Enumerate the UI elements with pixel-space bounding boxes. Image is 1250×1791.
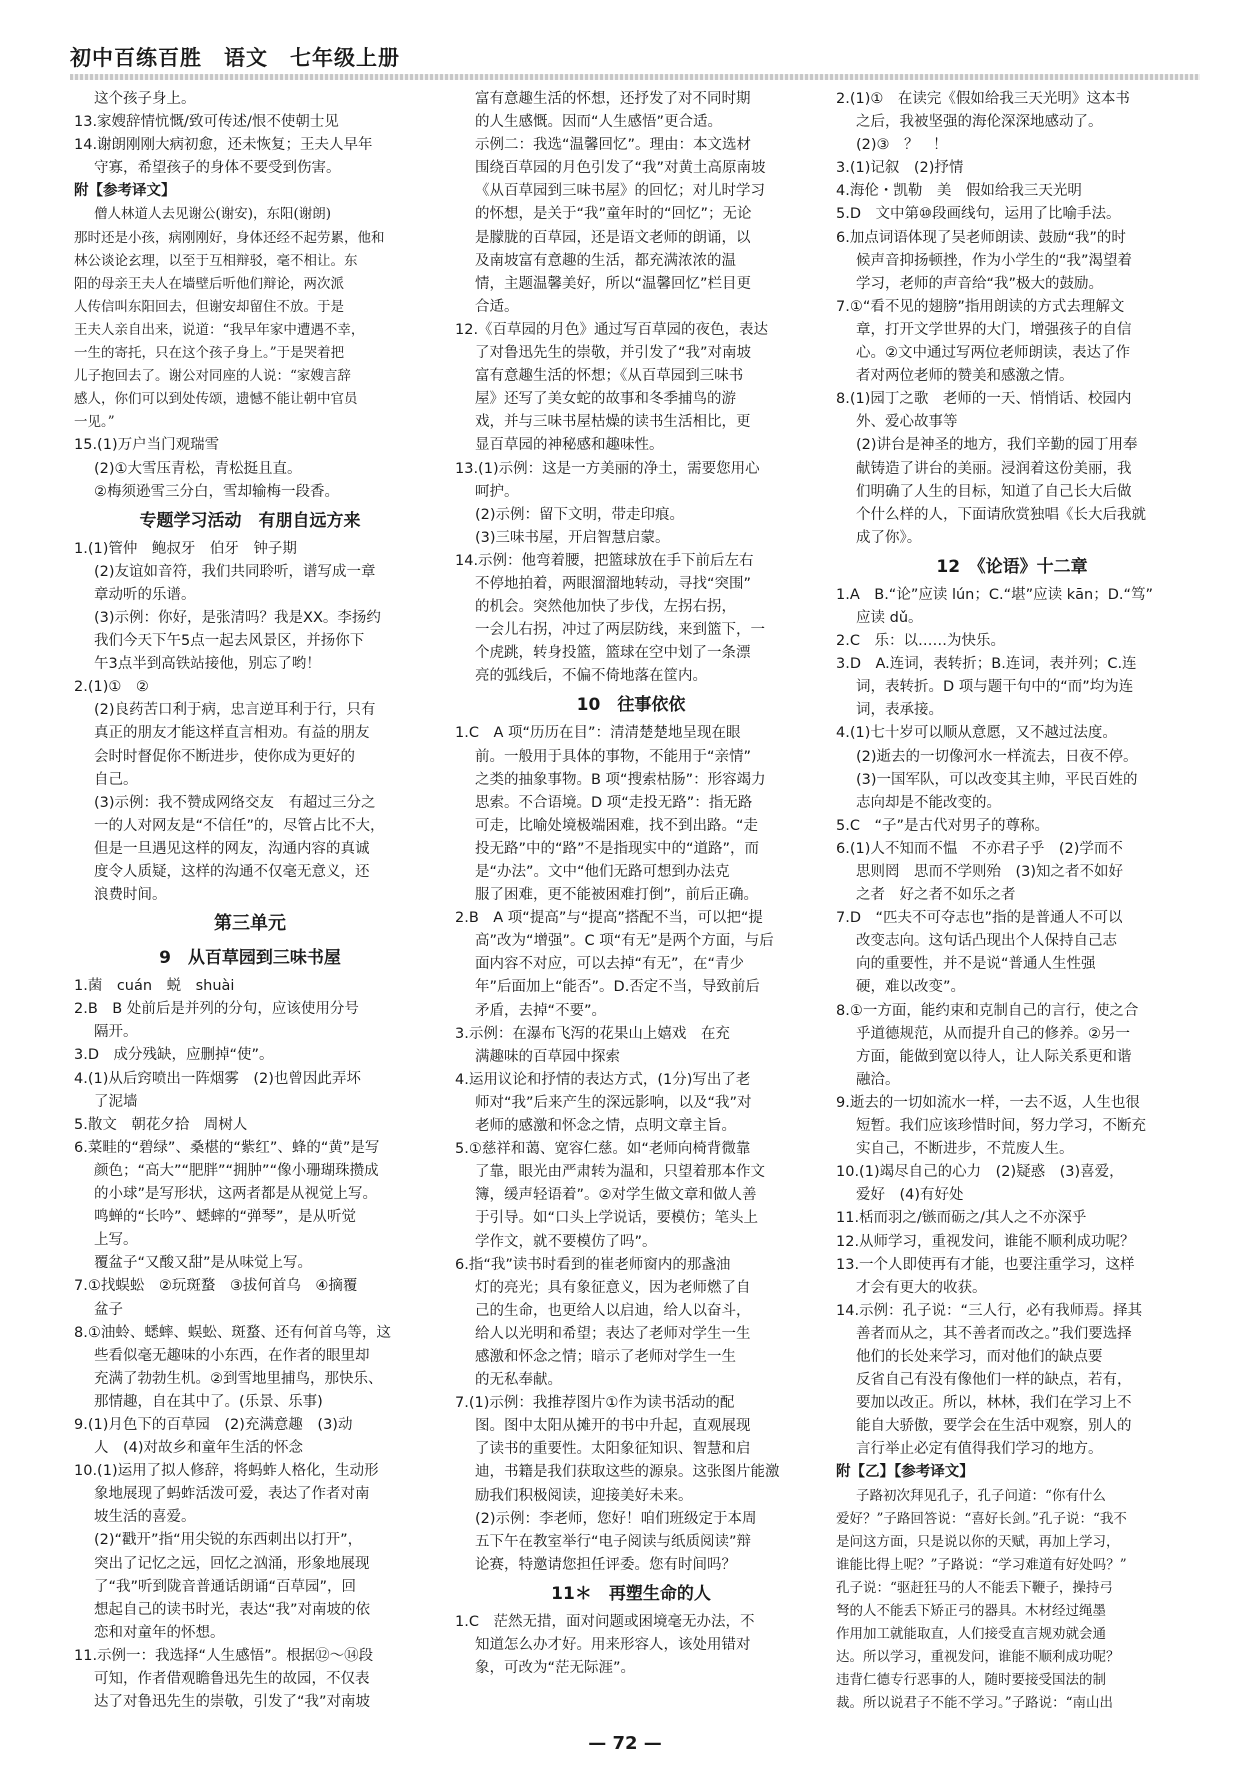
text-line: 6.菜畦的“碧绿”、桑椹的“紫红”、蜂的“黄”是写	[74, 1139, 380, 1156]
book-title: 初中百练百胜 语文 七年级上册	[70, 46, 400, 70]
text-line: 颜色；“高大”“肥胖”“拥肿”“像小珊瑚珠攒成	[94, 1162, 379, 1179]
text-line: 6.加点词语体现了吴老师朗读、鼓励“我”的时	[836, 229, 1126, 246]
text-line: 戏，并与三味书屋枯燥的读书生活相比，更	[475, 414, 751, 431]
text-line: 12.《百草园的月色》通过写百草园的夜色，表达	[455, 321, 769, 338]
text-line: (2)①大雪压青松，青松挺且直。	[94, 460, 302, 477]
text-line: 11.栝而羽之/镞而砺之/其人之不亦深乎	[836, 1210, 1087, 1227]
text-line: 5.D 文中第⑩段画线句，运用了比喻手法。	[836, 206, 1121, 223]
text-line: 守寡，希望孩子的身体不要受到伤害。	[94, 160, 341, 177]
text-line: 一生的寄托，只在这个孩子身上。”于是哭着把	[74, 345, 345, 362]
text-line: 思索。不合语境。D 项“走投无路”：指无路	[475, 794, 753, 811]
text-line: 8.(1)园丁之歌 老师的一天、悄悄话、校园内	[836, 391, 1132, 408]
text-line: 富有意趣生活的怀想，还抒发了对不同时期	[475, 91, 751, 107]
text-line: 3.D A.连词，表转折；B.连词，表并列；C.连	[836, 656, 1137, 673]
text-line: 可知，作者借观瞻鲁迅先生的故园，不仅表	[94, 1671, 370, 1687]
text-line: 师对“我”后来产生的深远影响，以及“我”对	[475, 1094, 752, 1111]
text-line: 想起自己的读书时光，表达“我”对南坡的依	[94, 1601, 371, 1618]
text-line: 词，表转折。D 项与题干句中的“而”均为连	[856, 679, 1134, 696]
text-line: 10.(1)运用了拟人修辞，将蚂蚱人格化，生动形	[74, 1463, 379, 1480]
text-line: 及南坡富有意趣的生活，都充满浓浓的温	[475, 252, 736, 269]
text-line: 善者而从之，其不善者而改之。”我们要选择	[856, 1325, 1132, 1342]
text-line: 灯的亮光；具有象征意义，因为老师燃了自	[475, 1279, 751, 1296]
text-line: 这个孩子身上。	[94, 91, 196, 107]
text-line: ②梅须逊雪三分白，雪却输梅一段香。	[94, 483, 339, 500]
text-line: 短暂。我们应该珍惜时间，努力学习，不断充	[856, 1118, 1146, 1135]
text-line: 能自大骄傲，要学会在生活中观察，别人的	[856, 1418, 1132, 1435]
text-line: (3)示例：我不赞成网络交友 有超过三分之	[94, 794, 376, 811]
text-line: 1.C A 项“历历在目”：清清楚楚地呈现在眼	[455, 725, 741, 742]
text-line: 10.(1)竭尽自己的心力 (2)疑惑 (3)喜爱，	[836, 1164, 1124, 1181]
text-line: 心。②文中通过写两位老师朗读，表达了作	[856, 345, 1130, 362]
text-line: (2)良药苦口利于病，忠言逆耳利于行，只有	[94, 702, 376, 719]
text-line: 了对鲁迅先生的崇敬，并引发了“我”对南坡	[475, 345, 752, 362]
text-line: 论赛，特邀请您担任评委。您有时间吗？	[475, 1556, 736, 1573]
text-line: 人 (4)对故乡和童年生活的怀念	[94, 1440, 304, 1457]
text-line: 屋》还写了美女蛇的故事和冬季捕鸟的游	[475, 391, 736, 408]
text-line: 4.(1)从后窍喷出一阵烟雾 (2)也曾因此弄坏	[74, 1070, 361, 1087]
text-line: 2.C 乐：以……为快乐。	[836, 633, 1005, 650]
section-heading: 9 从百草园到三味书屋	[159, 948, 341, 969]
text-line: 服了困难，更不能被困难打倒”，前后正确。	[475, 887, 759, 904]
text-line: 2.B A 项“提高”与“提高”搭配不当，可以把“提	[455, 910, 763, 927]
text-line: 作用加工就能取直，人们接受直言规劝就会通	[836, 1626, 1106, 1643]
text-line: 方面，能做到宽以待人，让人际关系更和谐	[856, 1048, 1132, 1065]
text-line: 我们今天下午5点一起去风景区，并扬你下	[94, 633, 365, 650]
answer-column-1	[74, 88, 426, 1711]
text-line: 爱好 (4)有好处	[856, 1187, 964, 1204]
text-line: (2)“戳开”指“用尖锐的东西刺出以打开”，	[94, 1532, 363, 1549]
text-line: 2.(1)① 在读完《假如给我三天光明》这本书	[836, 91, 1130, 107]
text-line: 林公谈论玄理，以至于互相辩驳，毫不相让。东	[74, 252, 358, 269]
text-line: (2)讲台是神圣的地方，我们辛勤的园丁用奉	[856, 437, 1138, 454]
text-line: 附【乙】【参考译文】	[836, 1464, 974, 1481]
text-line: 了“我”听到陇音普通话朗诵“百草园”，回	[94, 1578, 357, 1595]
text-line: 鸣蝉的“长吟”、蟋蟀的“弹琴”，是从听觉	[94, 1209, 357, 1226]
text-line: 盆子	[94, 1301, 123, 1318]
text-line: 显百草园的神秘感和趣味性。	[475, 437, 664, 454]
page-header	[70, 42, 1200, 82]
text-line: 不停地拍着，两眼溜溜地转动，寻找“突围”	[475, 575, 752, 592]
text-line: 五下午在教室举行“电子阅读与纸质阅读”辩	[475, 1533, 752, 1550]
text-line: (2)示例：留下文明，带走印痕。	[475, 506, 685, 523]
text-line: 隔开。	[94, 1024, 138, 1041]
text-line: 高”改为“增强”。C 项“有无”是两个方面，与后	[475, 933, 774, 950]
text-line: 裁。所以说君子不能不学习。”子路说：“南山出	[836, 1695, 1114, 1712]
text-line: 子路初次拜见孔子，孔子问道：“你有什么	[856, 1487, 1106, 1504]
text-line: 象地展现了蚂蚱活泼可爱，表达了作者对南	[94, 1486, 370, 1503]
text-line: 违背仁德专行恶事的人，随时要接受国法的制	[836, 1672, 1106, 1689]
text-line: 度令人质疑，这样的沟通不仅毫无意义，还	[94, 864, 370, 880]
text-line: (3)一国军队，可以改变其主帅，平民百姓的	[856, 771, 1138, 788]
text-line: 个虎跳，转身投篮，篮球在空中划了一条漂	[475, 645, 751, 662]
text-line: 14.示例：他弯着腰，把篮球放在手下前后左右	[455, 552, 754, 569]
text-line: 迪，书籍是我们获取这些的源泉。这张图片能激	[475, 1464, 780, 1481]
text-line: 3.示例：在瀑布飞泻的花果山上嬉戏 在充	[455, 1025, 730, 1042]
text-line: (3)示例：你好，是张清吗？我是XX。李扬约	[94, 609, 381, 626]
text-line: 是问这方面，只是说以你的天赋，再加上学习，	[836, 1533, 1120, 1550]
text-line: 4.海伦・凯勒 美 假如给我三天光明	[836, 183, 1082, 200]
text-line: 外、爱心故事等	[856, 414, 958, 431]
text-line: 章动听的乐谱。	[94, 586, 196, 603]
text-line: 实自己，不断进步，不荒废人生。	[856, 1141, 1074, 1158]
text-line: 上写。	[94, 1232, 138, 1249]
page-number: — 72 —	[588, 1733, 662, 1754]
text-line: 之者 好之者不如乐之者	[856, 887, 1016, 904]
text-line: 亮的弧线后，不偏不倚地落在筐内。	[475, 668, 707, 685]
text-line: 的人生感慨。因而“人生感悟”更合适。	[475, 114, 723, 131]
text-line: 14.谢朗刚刚大病初愈，还未恢复；王夫人早年	[74, 137, 373, 154]
text-line: 候声音抑扬顿挫，作为小学生的“我”渴望着	[856, 252, 1133, 269]
text-line: 6.指“我”读书时看到的崔老师窗内的那盏油	[455, 1256, 731, 1273]
text-line: 言行举止必定有值得我们学习的地方。	[856, 1441, 1103, 1458]
text-line: 才会有更大的收获。	[856, 1279, 987, 1296]
text-line: 附【参考译文】	[74, 183, 176, 200]
text-line: 一见。”	[74, 414, 115, 431]
text-line: 硬，难以改变”。	[856, 979, 966, 996]
text-line: 图。图中太阳从摊开的书中升起，直观展现	[475, 1418, 751, 1435]
text-line: 那情趣，自在其中了。(乐景、乐事)	[94, 1393, 323, 1410]
text-line: 充满了勃勃生机。②到雪地里捕鸟，那快乐、	[94, 1370, 383, 1387]
text-line: 浪费时间。	[94, 887, 167, 904]
text-line: 4.运用议论和抒情的表达方式，(1分)写出了老	[455, 1071, 751, 1088]
text-line: 学作文，就不要模仿了吗”。	[475, 1233, 657, 1250]
text-line: 12.从师学习，重视发问，谁能不顺利成功呢？	[836, 1233, 1135, 1250]
text-line: 但是一旦遇见这样的网友，沟通内容的真诚	[94, 840, 370, 857]
text-line: (3)三味书屋，开启智慧启蒙。	[475, 529, 670, 546]
section-heading: 10 往事依依	[576, 695, 686, 716]
text-line: 老师的感激和怀念之情，点明文章主旨。	[475, 1118, 736, 1135]
text-line: 2.(1)① ②	[74, 679, 149, 696]
text-line: 的怀想，是关于“我”童年时的“回忆”；无论	[475, 206, 752, 223]
text-line: 改变志向。这句话凸现出个人保持自己志	[856, 933, 1117, 950]
text-line: 9.逝去的一切如流水一样，一去不返，人生也很	[836, 1094, 1140, 1111]
text-line: 章，打开文学世界的大门，增强孩子的自信	[856, 321, 1132, 338]
text-line: 合适。	[475, 298, 519, 315]
text-line: 励我们积极阅读，迎接美好未来。	[475, 1487, 693, 1504]
text-line: 午3点半到高铁站接他，别忘了哟！	[94, 656, 321, 673]
text-line: 7.①“看不见的翅膀”指用朗读的方式去理解文	[836, 298, 1125, 315]
section-heading: 11＊ 再塑生命的人	[551, 1583, 711, 1604]
section-heading: 12 《论语》十二章	[936, 556, 1088, 577]
answer-column-3	[836, 88, 1188, 1712]
text-line: 应读 dǔ。	[856, 609, 923, 626]
text-line: 1.C 茫然无措，面对问题或困境毫无办法，不	[455, 1613, 755, 1630]
text-line: 面内容不对应，可以去掉“有无”，在“青少	[475, 956, 745, 973]
text-line: 感激和怀念之情；暗示了老师对学生一生	[475, 1348, 736, 1365]
text-line: 13.家嫂辞情忼慨/致可传述/恨不使朝士见	[74, 114, 339, 131]
text-line: 之类的抽象事物。B 项“搜索枯肠”：形容竭力	[475, 771, 766, 788]
text-line: 投无路”中的“路”不是指现实中的“道路”，而	[475, 840, 760, 857]
text-line: 他们的长处来学习，而对他们的缺点要	[856, 1348, 1103, 1365]
text-line: 8.①一方面，能约束和克制自己的言行，使之合	[836, 1002, 1139, 1019]
text-line: 达。所以学习，重视发问，谁能不顺利成功呢？	[836, 1649, 1120, 1666]
text-line: (2)逝去的一切像河水一样流去，日夜不停。	[856, 748, 1138, 765]
text-line: 真正的朋友才能这样直言相劝。有益的朋友	[94, 725, 370, 742]
text-line: 8.①油蛉、蟋蟀、蜈蚣、斑蝥、还有何首乌等，这	[74, 1324, 391, 1341]
text-line: 谁能比得上呢？”子路说：“学习难道有好处吗？”	[836, 1556, 1127, 1573]
text-line: 人传信叫东阳回去，但谢安却留住不放。于是	[74, 298, 344, 315]
text-line: 恋和对童年的怀想。	[94, 1624, 225, 1641]
text-line: 词，表承接。	[856, 702, 943, 719]
text-line: 年”后面加上“能否”。D.否定不当，导致前后	[475, 979, 760, 996]
text-line: 个什么样的人，下面请欣赏独唱《长大后我就	[856, 506, 1146, 523]
text-line: 5.①慈祥和蔼、宽容仁慈。如“老师向椅背微靠	[455, 1141, 751, 1158]
text-line: 之后，我被坚强的海伦深深地感动了。	[856, 114, 1103, 131]
text-line: 向的重要性，并不是说“普通人生性强	[856, 956, 1096, 973]
text-line: 是朦胧的百草园，还是语文老师的朗诵，以	[475, 229, 751, 246]
text-line: 呵护。	[475, 483, 519, 500]
text-line: 2.B B 处前后是并列的分句，应该使用分号	[74, 1001, 359, 1018]
text-line: 阳的母亲王夫人在墙壁后听他们辩论，两次派	[74, 275, 344, 292]
unit-heading: 第三单元	[214, 913, 286, 935]
text-line: 学习，老师的声音给“我”极大的鼓励。	[856, 275, 1104, 292]
text-line: 志向却是不能改变的。	[856, 794, 1001, 811]
text-line: 那时还是小孩，病刚刚好，身体还经不起劳累，他和	[74, 229, 385, 246]
text-line: 要加以改正。所以，林林，我们在学习上不	[856, 1395, 1132, 1412]
text-line: 一的人对网友是“不信任”的，尽管占比不大，	[94, 817, 385, 834]
text-line: 爱好？”子路回答说：“喜好长剑。”孔子说：“我不	[836, 1510, 1127, 1527]
text-line: 会时时督促你不断进步，使你成为更好的	[94, 748, 355, 765]
text-line: 矛盾，去掉“不要”。	[475, 1002, 607, 1019]
text-line: 15.(1)万户当门观瑞雪	[74, 437, 220, 454]
text-line: 一会儿右拐，冲过了两层防线，来到篮下，一	[475, 622, 765, 639]
text-line: 9.(1)月色下的百草园 (2)充满意趣 (3)动	[74, 1416, 353, 1433]
text-line: 可走，比喻处境极端困难，找不到出路。“走	[475, 817, 759, 834]
text-line: 融洽。	[856, 1071, 900, 1088]
text-line: 者对两位老师的赞美和感激之情。	[856, 368, 1074, 385]
text-line: 象，可改为“茫无际涯”。	[475, 1660, 636, 1677]
text-line: 知道怎么办才好。用来形容人，该处用错对	[475, 1637, 751, 1653]
text-line: 的小球”是写形状，这两者都是从视觉上写。	[94, 1186, 378, 1203]
text-line: 突出了记忆之远，回忆之汹涌，形象地展现	[94, 1555, 370, 1572]
text-line: 思则罔 思而不学则殆 (3)知之者不如好	[856, 864, 1124, 880]
text-line: 4.(1)七十岁可以顺从意愿，又不越过法度。	[836, 725, 1117, 742]
text-line: 5.C “子”是古代对男子的尊称。	[836, 817, 1049, 834]
text-line: 王夫人亲自出来，说道：“我早年家中遭遇不幸，	[74, 321, 365, 338]
text-line: 3.D 成分残缺，应删掉“使”。	[74, 1047, 274, 1064]
text-line: 6.(1)人不知而不愠 不亦君子乎 (2)学而不	[836, 840, 1123, 857]
text-line: 给人以光明和希望；表达了老师对学生一生	[475, 1325, 751, 1342]
text-line: 成了你》。	[856, 529, 922, 546]
text-line: 覆盆子“又酸又甜”是从味觉上写。	[94, 1255, 313, 1272]
text-line: 5.散文 朝花夕拾 周树人	[74, 1116, 248, 1133]
text-line: 簿，缓声轻语着”。②对学生做文章和做人善	[475, 1187, 757, 1204]
text-line: 献铸造了讲台的美丽。浸润着这份美丽，我	[856, 460, 1132, 477]
text-line: 7.D “匹夫不可夺志也”指的是普通人不可以	[836, 910, 1123, 927]
text-line: 了泥墙	[94, 1093, 138, 1110]
text-line: 示例二：我选“温馨回忆”。理由：本文选材	[475, 137, 752, 154]
text-line: 了靠，眼光由严肃转为温和，只望着那本作文	[475, 1164, 765, 1181]
text-line: 弩的人不能丢下矫正弓的器具。木材经过绳墨	[836, 1603, 1106, 1619]
text-line: 富有意趣生活的怀想；《从百草园到三味书	[475, 368, 744, 385]
text-line: 7.①找蜈蚣 ②玩斑蝥 ③拔何首乌 ④摘覆	[74, 1278, 358, 1295]
text-line: 了读书的重要性。太阳象征知识、智慧和启	[475, 1441, 751, 1458]
text-line: 1.(1)管仲 鲍叔牙 伯牙 钟子期	[74, 540, 297, 557]
text-line: 坡生活的喜爱。	[94, 1509, 196, 1526]
text-line: 14.示例：孔子说：“三人行，必有我师焉。择其	[836, 1302, 1143, 1319]
text-line: (2)③ ？ ！	[856, 137, 948, 154]
text-line: 反省自己有没有像他们一样的缺点，若有，	[856, 1372, 1132, 1389]
text-line: 于引导。如“口头上学说话，要模仿；笔头上	[475, 1210, 759, 1227]
text-line: 情，主题温馨美好，所以“温馨回忆”栏目更	[475, 275, 752, 292]
text-line: 僧人林道人去见谢公(谢安)，东阳(谢朗)	[94, 206, 332, 223]
text-line: 《从百草园到三味书屋》的回忆；对儿时学习	[475, 183, 765, 200]
text-line: 们明确了人生的目标，知道了自己长大后做	[856, 483, 1132, 500]
text-line: 儿子抱回去了。谢公对同座的人说：“家嫂言辞	[74, 368, 351, 385]
text-line: 13.(1)示例：这是一方美丽的净土，需要您用心	[455, 460, 760, 477]
text-line: 些看似毫无趣味的小东西，在作者的眼里却	[94, 1347, 370, 1364]
text-line: 的机会。突然他加快了步伐，左拐右拐，	[475, 599, 736, 616]
text-line: 11.示例一：我选择“人生感悟”。根据⑫～⑭段	[74, 1647, 374, 1664]
text-line: (2)示例：李老师，您好！咱们班级定于本周	[475, 1510, 757, 1527]
text-line: 13.一个人即使再有才能，也要注重学习，这样	[836, 1256, 1135, 1273]
section-heading: 专题学习活动 有朋自远方来	[139, 510, 361, 531]
text-line: 感人，你们可以到处传颂，遗憾不能让朝中官员	[74, 391, 358, 408]
text-line: 达了对鲁迅先生的崇敬，引发了“我”对南坡	[94, 1694, 371, 1711]
text-line: 前。一般用于具体的事物，不能用于“亲情”	[475, 748, 752, 765]
text-line: 孔子说：“驱赶狂马的人不能丢下鞭子，操持弓	[836, 1579, 1113, 1596]
text-line: 己的生命，也更给人以启迪，给人以奋斗，	[475, 1302, 751, 1319]
text-line: 的无私奉献。	[475, 1372, 562, 1389]
text-line: 自己。	[94, 771, 138, 788]
text-line: 7.(1)示例：我推荐图片①作为读书活动的配	[455, 1395, 735, 1412]
text-line: 乎道德规范，从而提升自己的修养。②另一	[856, 1025, 1130, 1042]
answer-column-2	[455, 88, 807, 1688]
text-line: 3.(1)记叙 (2)抒情	[836, 160, 964, 177]
text-line: 1.菌 cuán 蜕 shuài	[74, 978, 235, 995]
text-line: (2)友谊如音符，我们共同聆听，谱写成一章	[94, 563, 376, 580]
text-line: 1.A B.“论”应读 lún；C.“堪”应读 kān；D.“笃”	[836, 586, 1153, 603]
text-line: 是“办法”。文中“他们无路可想到办法克	[475, 864, 730, 880]
text-line: 满趣味的百草园中探索	[475, 1048, 620, 1065]
text-line: 围绕百草园的月色引发了“我”对黄土高原南坡	[475, 160, 766, 177]
header-divider	[70, 74, 1200, 80]
